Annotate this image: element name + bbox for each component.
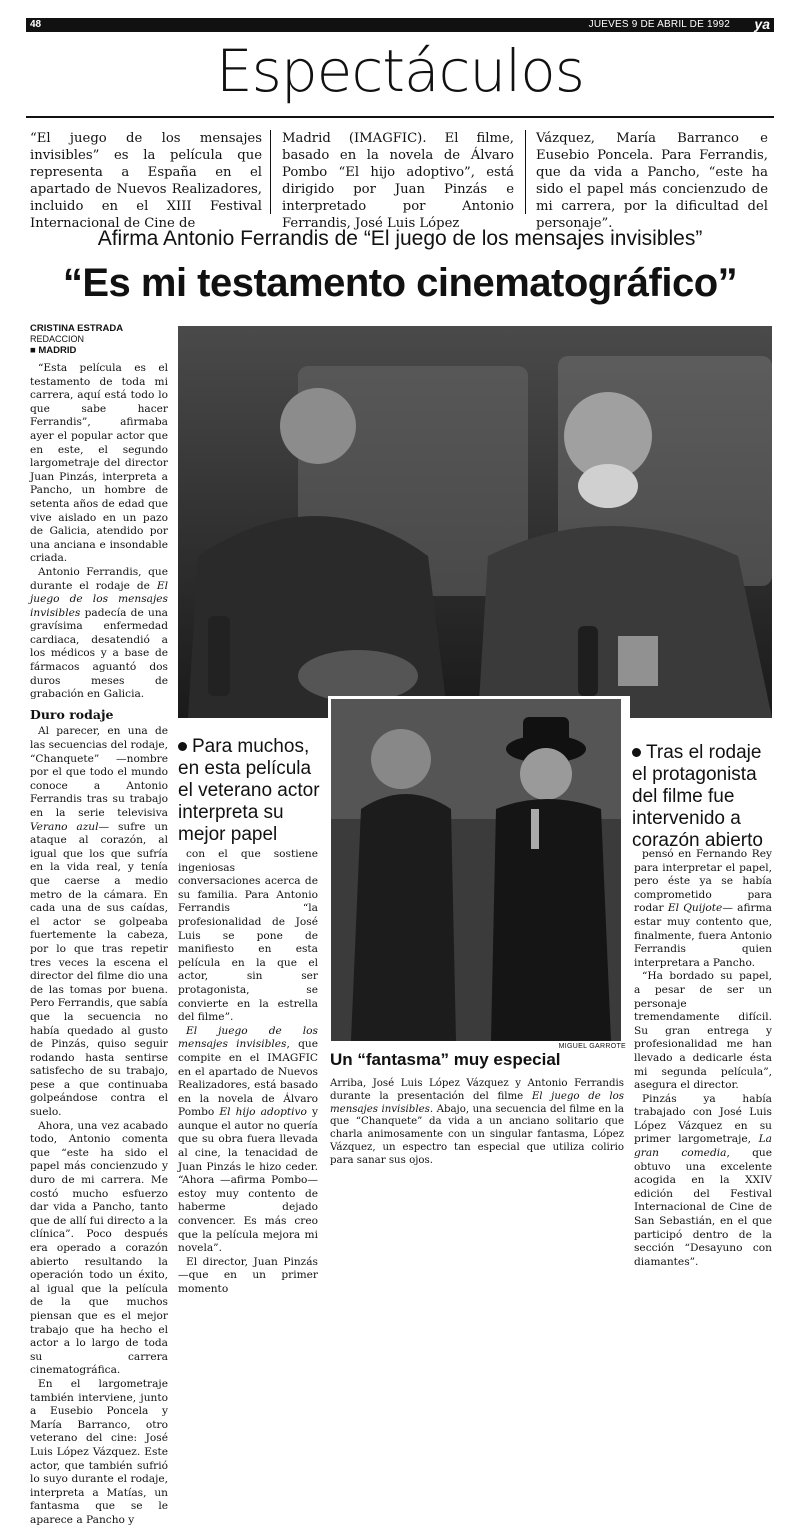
article-column-middle	[178, 848, 318, 1297]
issue-date: JUEVES 9 DE ABRIL DE 1992	[588, 19, 730, 30]
column-divider	[270, 130, 271, 214]
paragraph: En el largometraje también interviene, junto a Eusebio Poncela y María Barranco, otro veterano del cine: José Luis López Vázquez. Este actor, que también sufrió lo suyo durante el rodaje, interpreta a Matías, un fantasma que se le aparece a Pancho y	[30, 1377, 168, 1526]
intro-column-3: Vázquez, María Barranco e Eusebio Poncela. Para Ferrandis, que da vida a Pancho, “este ha sido el papel más concienzudo de mi carrera, por la dificultad del personaje”.	[536, 131, 768, 231]
intro-column-2: Madrid (IMAGFIC). El filme, basado en la novela de Álvaro Pombo “El hijo adoptivo”, está dirigido por Juan Pinzás e interpretado por Antonio Ferrandis, José Luis López	[282, 131, 514, 231]
byline-desk: REDACCION	[30, 334, 85, 344]
pull-quote-left: Para muchos, en esta película el veterano actor interpreta su mejor papel	[178, 736, 320, 845]
section-title: Espectáculos	[215, 37, 584, 105]
paragraph: Al parecer, en una de las secuencias del rodaje, “Chanquete” —nombre por el que todo el mundo conoce a Antonio Ferrandis tras su trabajo en la serie televisiva Verano azul— sufre un ataque al corazón, al igual que los que sufría en la vida real, y tenía que caerse a medio metro de la cámara. En cada una de sus caídas, el actor se golpeaba fuertemente la cabeza, por lo que tras repetir tres veces la escena el director del filme dio una de las tomas por buena. Pero Ferrandis, que sabía que la secuencia no había quedado al gusto de Pinzás, quiso seguir rodando hasta sentirse satisfecho de su trabajo, pese a que continuaba golpeándose contra el suelo.	[30, 725, 168, 1119]
pull-quote-right: Tras el rodaje el protagonista del filme fue intervenido a corazón abierto	[632, 742, 763, 851]
subheading: Duro rodaje	[30, 706, 114, 722]
paragraph: El juego de los mensajes invisibles, que compite en el IMAGFIC en el apartado de Nuevos Realizadores, está basado en la novela de Álvaro Pombo El hijo adoptivo y aunque el autor no quería que su obra fuera llevada al cine, la tenacidad de Juan Pinzás le hizo ceder. “Ahora —afirma Pombo— estoy muy contento de haberme dejado convencer. Es más creo que la película mejora mi novela”.	[178, 1024, 319, 1255]
intro-column-1: “El juego de los mensajes invisibles” es la película que representa a España en el apartado de Nuevos Realizadores, incluido en el XIII Festival Internacional de Cine de	[30, 131, 262, 231]
article-column-right	[634, 848, 772, 1269]
page-header-bar	[26, 18, 774, 32]
paragraph: pensó en Fernando Rey para interpretar el papel, pero éste ya se había comprometido para rodar El Quijote— afirma estar muy contento que, finalmente, fuera Antonio Ferrandis quien interpretara a Pancho.	[634, 848, 772, 969]
article-column-left	[30, 362, 168, 1527]
paragraph: Pinzás ya había trabajado con José Luis López Vázquez en su primer largometraje, La gran comedia, que obtuvo una excelente acogida en la XXIV edición del Festival Internacional de Cine de San Sebastián, en el que participó dentro de la sección “Desayuno con diamantes”.	[634, 1092, 773, 1268]
photo-caption: Arriba, José Luis López Vázquez y Antonio Ferrandis durante la presentación del filme El juego de los mensajes invisibles. Abajo, una secuencia del filme en la que “Chanquete” da vida a un anciano solitario que charla animosamente con un singular fantasma, López Vázquez, un espectro tan especial que utiliza colirio para sanar sus ojos.	[330, 1078, 624, 1166]
bullet-dot-icon	[632, 748, 641, 757]
paragraph: Antonio Ferrandis, que durante el rodaje de El juego de los mensajes invisibles padecía de una gravísima enfermedad cardiaca, desatendió a los médicos y a base de fármacos aguantó dos duros meses de grabación en Galicia.	[30, 565, 168, 701]
headline: “Es mi testamento cinematográfico”	[62, 261, 738, 305]
byline-author: CRISTINA ESTRADA	[30, 323, 124, 334]
newspaper-logo: ya	[754, 16, 770, 32]
photo-credit: MIGUEL GARROTE	[558, 1043, 626, 1050]
section-divider	[26, 116, 774, 118]
bullet-dot-icon	[178, 742, 187, 751]
caption-title: Un “fantasma” muy especial	[330, 1050, 561, 1069]
byline: CRISTINA ESTRADA REDACCION ■ MADRID	[30, 323, 124, 356]
kicker: Afirma Antonio Ferrandis de “El juego de los mensajes invisibles”	[97, 227, 703, 250]
inset-photo-frame	[328, 696, 630, 1050]
byline-location: MADRID	[38, 345, 77, 356]
paragraph: “Ha bordado su papel, a pesar de ser un personaje tremendamente difícil. Su gran entrega y profesionalidad me han llevado a dedicarle ésta mi segunda película”, asegura el director.	[634, 970, 772, 1092]
paragraph: con el que sostiene ingeniosas conversaciones acerca de su familia. Para Antonio Ferrandis “la profesionalidad de José Luis se pone de manifiesto en esta película en la que el actor, sin ser protagonista, se convierte en la estrella del filme”.	[178, 848, 318, 1024]
paragraph: Ahora, una vez acabado todo, Antonio comenta que “este ha sido el papel más concienzudo y duro de mi carrera. Me costó mucho esfuerzo dar vida a Pancho, tanto que de allí fui directo a la clínica”. Poco después era operado a corazón abierto resultando la operación todo un éxito, al igual que la película de la que muchos piensan que es el mejor trabajo que ha hecho el actor a lo largo de toda su carrera cinematográfica.	[30, 1119, 168, 1377]
paragraph: El director, Juan Pinzás —que en un primer momento	[178, 1255, 318, 1295]
photo-film-scene	[331, 699, 621, 1041]
photo-actors-presentation	[178, 326, 772, 718]
page-number: 48	[30, 19, 42, 30]
column-divider	[525, 130, 526, 214]
paragraph: “Esta película es el testamento de toda mi carrera, aquí está todo lo que sabe hacer Ferrandis”, afirmaba ayer el popular actor que en este, el segundo largometraje del director Juan Pinzás, interpreta a Pancho, un hombre de setenta años de edad que vive aislado en un pazo de Galicia, atendido por una anciana e insondable criada.	[30, 362, 168, 565]
